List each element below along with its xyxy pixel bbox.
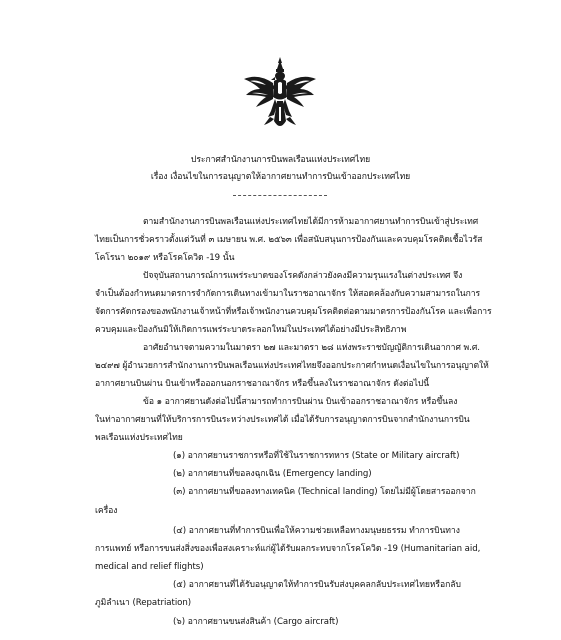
list-item-continuation: เครื่อง bbox=[95, 506, 118, 516]
body-line: โคโรนา ๒๐๑๙ หรือโรคโควิด -19 นั้น bbox=[95, 253, 235, 263]
body-line: อาศัยอำนาจตามความในมาตรา ๒๗ และมาตรา ๒๘ แห่งพระราชบัญญัติการเดินอากาศ พ.ศ. bbox=[143, 343, 480, 353]
list-item: (๕) อากาศยานที่ได้รับอนุญาตให้ทำการบินรับส่งบุคคลกลับประเทศไทยหรือกลับ bbox=[173, 580, 461, 590]
body-line: จำเป็นต้องกำหนดมาตรการจำกัดการเดินทางเข้ามาในราชอาณาจักร ให้สอดคล้องกับความสามารถในการ bbox=[95, 289, 481, 299]
list-item-continuation: ภูมิลำเนา (Repatriation) bbox=[95, 598, 192, 608]
body-line: จัดการคัดกรองของพนักงานเจ้าหน้าที่หรือเจ้าพนักงานควบคุมโรคติดต่อตามมาตรการป้องกันโรค และเพื่อการ bbox=[95, 307, 492, 317]
body-line: ๒๔๙๗ ผู้อำนวยการสำนักงานการบินพลเรือนแห่งประเทศไทยจึงออกประกาศกำหนดเงื่อนไขในการอนุญาตให้ bbox=[95, 361, 489, 371]
list-item-continuation: การแพทย์ หรือการขนส่งสิ่งของเพื่อสงเคราะห์แก่ผู้ได้รับผลกระทบจากโรคโควิด -19 (Humanitarian aid, bbox=[95, 544, 481, 554]
body-line: ในท่าอากาศยานที่ให้บริการการบินระหว่างประเทศได้ เมื่อได้รับการอนุญาตการบินจากสำนักงานการบิน bbox=[95, 415, 470, 425]
document-title: ประกาศสำนักงานการบินพลเรือนแห่งประเทศไทย bbox=[190, 155, 371, 165]
body-line: ไทยเป็นการชั่วคราวตั้งแต่วันที่ ๓ เมษายน พ.ศ. ๒๕๖๓ เพื่อสนับสนุนการป้องกันและควบคุมโรคติดเชื้อไวรัส bbox=[95, 235, 483, 245]
body-line: ตามสำนักงานการบินพลเรือนแห่งประเทศไทยได้มีการห้ามอากาศยานทำการบินเข้าสู่ประเทศ bbox=[143, 217, 479, 227]
list-item: (๒) อากาศยานที่ขอลงฉุกเฉิน (Emergency landing) bbox=[173, 469, 372, 479]
list-item-continuation: medical and relief flights) bbox=[95, 562, 204, 572]
title-divider bbox=[233, 195, 327, 196]
garuda-emblem bbox=[240, 55, 320, 135]
body-line: พลเรือนแห่งประเทศไทย bbox=[95, 433, 183, 443]
clause-heading: ข้อ ๑ อากาศยานดังต่อไปนี้สามารถทำการบินผ่าน บินเข้าออกราชอาณาจักร หรือขึ้นลง bbox=[143, 397, 458, 407]
list-item: (๖) อากาศยานขนส่งสินค้า (Cargo aircraft) bbox=[173, 617, 339, 627]
document-subject: เรื่อง เงื่อนไขในการอนุญาตให้อากาศยานทำการบินเข้าออกประเทศไทย bbox=[150, 172, 411, 182]
list-item: (๑) อากาศยานราชการหรือที่ใช้ในราชการทหาร (State or Military aircraft) bbox=[173, 451, 460, 461]
list-item: (๓) อากาศยานที่ขอลงทางเทคนิค (Technical landing) โดยไม่มีผู้โดยสารออกจาก bbox=[173, 487, 476, 497]
body-line: อากาศยานบินผ่าน บินเข้าหรือออกนอกราชอาณาจักร หรือขึ้นลงในราชอาณาจักร ดังต่อไปนี้ bbox=[95, 379, 430, 389]
body-line: ปัจจุบันสถานการณ์การแพร่ระบาดของโรคดังกล่าวยังคงมีความรุนแรงในต่างประเทศ จึง bbox=[143, 271, 463, 281]
body-line: ควบคุมและป้องกันมิให้เกิดการแพร่ระบาดระลอกใหม่ในประเทศได้อย่างมีประสิทธิภาพ bbox=[95, 325, 407, 335]
list-item: (๔) อากาศยานที่ทำการบินเพื่อให้ความช่วยเหลือทางมนุษยธรรม ทำการบินทาง bbox=[173, 526, 460, 536]
